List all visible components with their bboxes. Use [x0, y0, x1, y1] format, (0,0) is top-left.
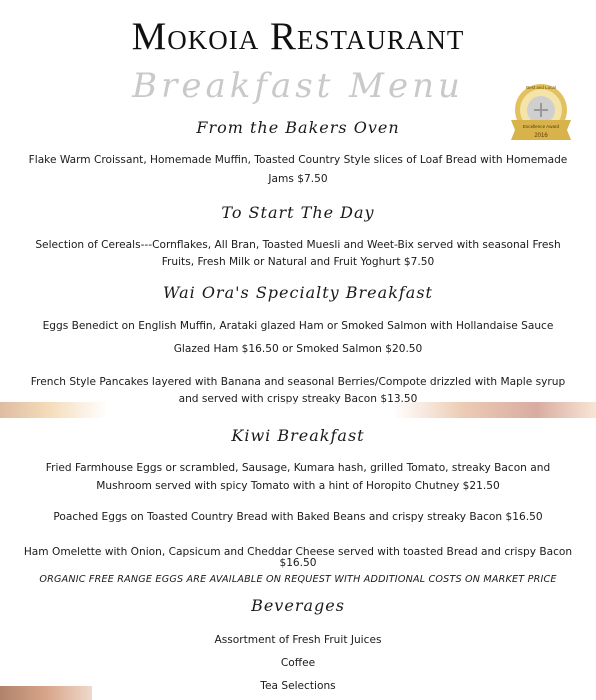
restaurant-name: Mokoia Restaurant	[131, 15, 465, 58]
specialty-item1-line2: Glazed Ham $16.50 or Smoked Salmon $20.50	[173, 343, 423, 355]
kiwi-item2: Poached Eggs on Toasted Country Bread with Baked Beans and crispy streaky Bacon $16.50	[53, 511, 543, 523]
badge-line1: Best and Local	[526, 85, 556, 90]
specialty-item2-line1: French Style Pancakes layered with Banana and seasonal Berries/Compote drizzled with Maple syrup	[30, 376, 566, 388]
kiwi-item3-line2: $16.50	[279, 557, 317, 569]
bakers-item-line1: Flake Warm Croissant, Homemade Muffin, Toasted Country Style slices of Loaf Bread with Homemade	[28, 154, 568, 166]
award-badge-graphic	[503, 80, 579, 150]
heading-beverages: Beverages	[251, 596, 345, 615]
heading-start-the-day: To Start The Day	[221, 203, 375, 222]
bakers-item-line2: Jams $7.50	[268, 173, 328, 185]
beverage-item-coffee: Coffee	[280, 657, 316, 669]
specialty-item2-line2: and served with crispy streaky Bacon $13.50	[178, 393, 418, 405]
badge-year: 2016	[534, 133, 548, 139]
food-photo-corner	[0, 686, 92, 700]
kiwi-item3-line1: Ham Omelette with Onion, Capsicum and Cheddar Cheese served with toasted Bread and crispy Bacon	[23, 546, 573, 558]
kiwi-item1-line2: Mushroom served with spicy Tomato with a hint of Horopito Chutney $21.50	[96, 480, 500, 492]
food-photo-strip	[0, 402, 596, 418]
specialty-item1-line1: Eggs Benedict on English Muffin, Arataki glazed Ham or Smoked Salmon with Hollandaise Sauce	[42, 320, 554, 332]
heading-kiwi-breakfast: Kiwi Breakfast	[231, 426, 365, 445]
start-item-line1: Selection of Cereals---Cornflakes, All Bran, Toasted Muesli and Weet-Bix served with seasonal Fresh	[35, 239, 561, 251]
organic-eggs-note: ORGANIC FREE RANGE EGGS ARE AVAILABLE ON REQUEST WITH ADDITIONAL COSTS ON MARKET PRICE	[39, 574, 557, 585]
kiwi-item1-line1: Fried Farmhouse Eggs or scrambled, Sausage, Kumara hash, grilled Tomato, streaky Bacon and	[45, 462, 551, 474]
beverage-item-juices: Assortment of Fresh Fruit Juices	[214, 634, 382, 646]
badge-line2: Excellence Award	[522, 124, 560, 129]
menu-title: Breakfast Menu	[132, 66, 464, 106]
award-badge	[503, 80, 579, 150]
heading-bakers-oven: From the Bakers Oven	[196, 118, 400, 137]
beverage-item-tea: Tea Selections	[260, 680, 336, 692]
start-item-line2: Fruits, Fresh Milk or Natural and Fruit Yoghurt $7.50	[161, 256, 435, 268]
heading-specialty-breakfast: Wai Ora's Specialty Breakfast	[163, 283, 433, 302]
